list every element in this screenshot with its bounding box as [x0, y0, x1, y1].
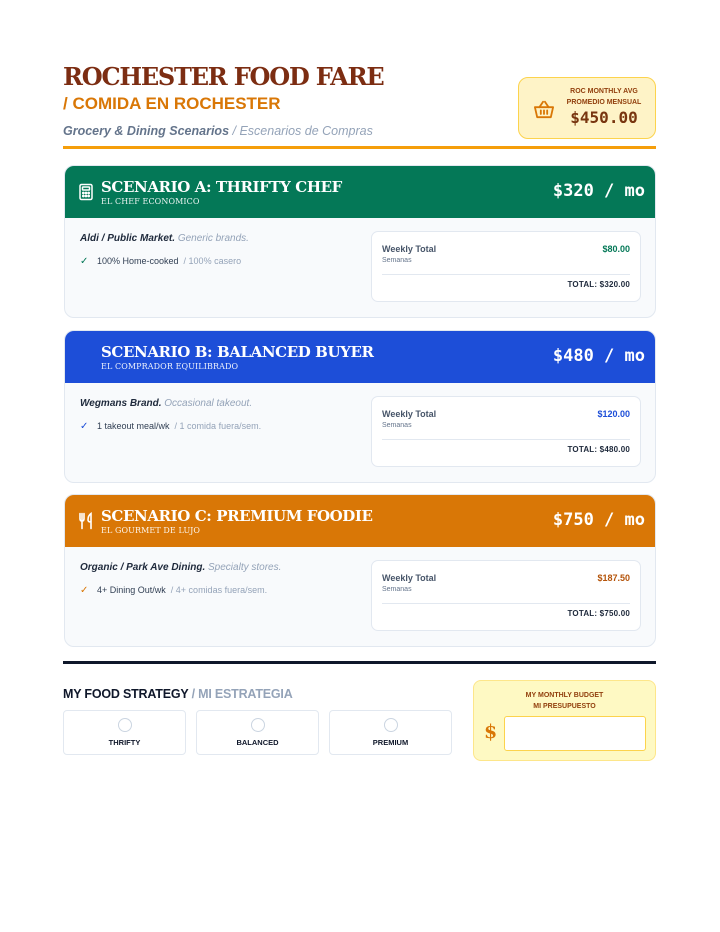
- weekly-divider: [382, 439, 630, 440]
- budget-label: MY MONTHLY BUDGET: [525, 692, 604, 699]
- feature-text-spanish: / 1 comida fuera/sem.: [174, 421, 262, 431]
- monthly-total: TOTAL: $750.00: [567, 609, 630, 618]
- check-icon: ✓: [80, 421, 89, 432]
- description-note: Specialty stores.: [208, 562, 282, 573]
- weekly-total-box: [371, 560, 641, 631]
- scenario-feature: [80, 585, 267, 596]
- weekly-label-spanish: Semanas: [382, 257, 412, 264]
- weekly-divider: [382, 603, 630, 604]
- avg-label: ROC MONTHLY AVG: [570, 88, 638, 95]
- weekly-label: Weekly Total: [382, 573, 437, 583]
- weekly-label-spanish: Semanas: [382, 586, 412, 593]
- strategy-divider: [63, 661, 656, 664]
- strategy-title-spanish: / MI ESTRATEGIA: [191, 687, 293, 701]
- scenario-card-b: [64, 330, 656, 483]
- scenario-card-c: [64, 494, 656, 647]
- description-note: Generic brands.: [177, 233, 249, 244]
- utensils-icon: [77, 512, 95, 530]
- header-divider: [63, 146, 656, 149]
- scenario-body: [65, 547, 655, 647]
- scenario-name-spanish: EL COMPRADOR EQUILIBRADO: [101, 362, 239, 371]
- check-icon: ✓: [80, 585, 89, 596]
- weekly-divider: [382, 274, 630, 275]
- page-title: ROCHESTER FOOD FARE: [63, 62, 384, 91]
- scenario-card-a: [64, 165, 656, 318]
- scenario-name-spanish: EL CHEF ECONÓMICO: [101, 197, 200, 206]
- radio-button[interactable]: [384, 718, 398, 732]
- weekly-value: $187.50: [597, 573, 630, 583]
- strategy-option-premium[interactable]: [329, 710, 452, 755]
- scenario-name: SCENARIO A: THRIFTY CHEF: [101, 178, 342, 196]
- strategy-title-english: MY FOOD STRATEGY: [63, 687, 189, 701]
- scenario-header: [65, 495, 655, 547]
- scenario-feature: [80, 421, 261, 432]
- radio-button[interactable]: [251, 718, 265, 732]
- weekly-value: $120.00: [597, 409, 630, 419]
- scenario-name: SCENARIO C: PREMIUM FOODIE: [101, 507, 373, 525]
- scenario-price: $320 / mo: [552, 181, 645, 201]
- monthly-total: TOTAL: $320.00: [567, 280, 630, 289]
- scenario-body: [65, 218, 655, 318]
- subtitle-spanish: / Escenarios de Compras: [232, 124, 373, 138]
- weekly-value: $80.00: [602, 244, 630, 254]
- monthly-average-box: [518, 77, 656, 139]
- dollar-sign: $: [484, 721, 498, 743]
- check-icon: ✓: [80, 256, 89, 267]
- description-store: Organic / Park Ave Dining.: [80, 562, 206, 573]
- scenario-price: $480 / mo: [552, 346, 645, 366]
- budget-label-spanish: MI PRESUPUESTO: [533, 703, 596, 710]
- weekly-label: Weekly Total: [382, 244, 437, 254]
- feature-text-spanish: / 100% casero: [183, 256, 242, 266]
- option-label: PREMIUM: [372, 738, 409, 747]
- feature-text-spanish: / 4+ comidas fuera/sem.: [170, 585, 268, 595]
- scenario-description: [80, 398, 252, 409]
- weekly-total-box: [371, 231, 641, 302]
- avg-amount: $450.00: [570, 108, 638, 127]
- feature-text: 1 takeout meal/wk: [97, 421, 170, 431]
- strategy-option-balanced[interactable]: [196, 710, 319, 755]
- option-label: BALANCED: [236, 738, 279, 747]
- description-store: Aldi / Public Market.: [80, 233, 176, 244]
- page-title-spanish: / COMIDA EN ROCHESTER: [63, 94, 281, 113]
- scenario-header: [65, 331, 655, 383]
- scenario-name-spanish: EL GOURMET DE LUJO: [101, 526, 201, 535]
- strategy-option-thrifty[interactable]: [63, 710, 186, 755]
- scenario-header: [65, 166, 655, 218]
- calculator-icon: [77, 183, 95, 201]
- subtitle-english: Grocery & Dining Scenarios: [63, 124, 230, 138]
- weekly-label: Weekly Total: [382, 409, 437, 419]
- weekly-label-spanish: Semanas: [382, 422, 412, 429]
- weekly-total-box: [371, 396, 641, 467]
- option-label: THRIFTY: [108, 738, 141, 747]
- scenario-feature: [80, 256, 241, 267]
- feature-text: 100% Home-cooked: [97, 256, 179, 266]
- feature-text: 4+ Dining Out/wk: [97, 585, 166, 595]
- scenario-description: [80, 562, 281, 573]
- scenario-body: [65, 383, 655, 483]
- basket-icon: [533, 99, 555, 119]
- scenario-name: SCENARIO B: BALANCED BUYER: [101, 343, 374, 361]
- radio-button[interactable]: [118, 718, 132, 732]
- monthly-total: TOTAL: $480.00: [567, 445, 630, 454]
- description-store: Wegmans Brand.: [80, 398, 162, 409]
- avg-label-spanish: PROMEDIO MENSUAL: [566, 99, 642, 106]
- description-note: Occasional takeout.: [164, 398, 253, 409]
- monthly-budget-box: [473, 680, 656, 761]
- scenario-description: [80, 233, 249, 244]
- budget-input[interactable]: [504, 716, 646, 751]
- strategy-title: [63, 687, 293, 701]
- scenario-price: $750 / mo: [552, 510, 645, 530]
